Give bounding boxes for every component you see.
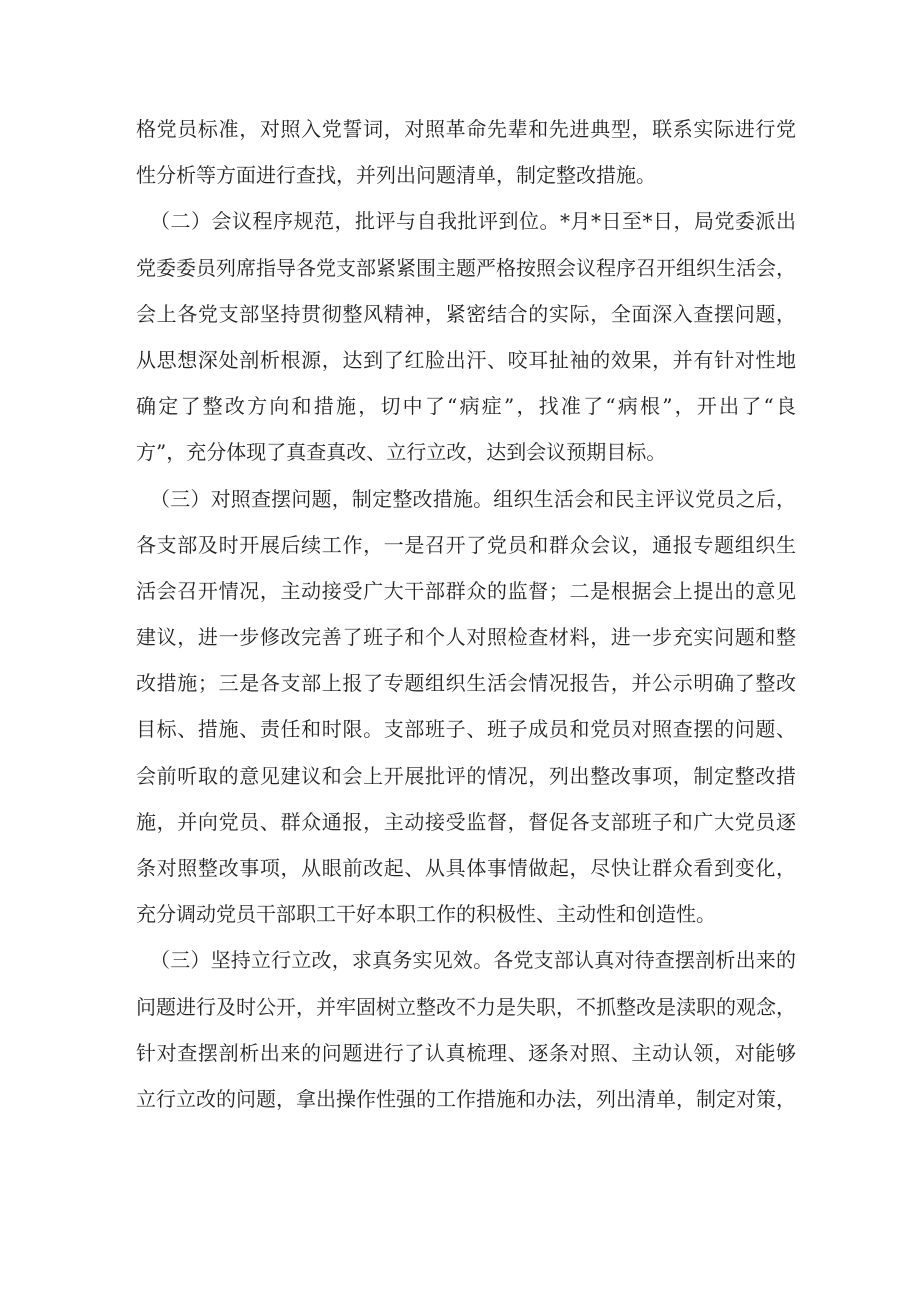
paragraph-meeting-procedure [136,198,796,475]
text-line: 施，并向党员、群众通报，主动接受监督，督促各支部班子和广大党员逐 [136,809,796,834]
text-line: 确定了整改方向和措施，切中了“病症”，找准了“病根”，开出了“良 [136,394,796,419]
text-line: 针对查摆剖析出来的问题进行了认真梳理、逐条对照、主动认领，对能够 [136,1040,796,1065]
text-line: 方”，充分体现了真查真改、立行立改，达到会议预期目标。 [136,440,667,465]
text-line: 充分调动党员干部职工干好本职工作的积极性、主动性和创造性。 [136,902,716,927]
text-line: 从思想深处剖析根源，达到了红脸出汗、咬耳扯袖的效果，并有针对性地 [136,347,796,372]
text-line: 会前听取的意见建议和会上开展批评的情况，列出整改事项，制定整改措 [136,763,796,788]
text-line: 条对照整改事项，从眼前改起、从具体事情做起，尽快让群众看到变化， [136,856,796,880]
text-line: 格党员标准，对照入党誓词，对照革命先辈和先进典型，联系实际进行党 [136,117,796,141]
text-line: （三）坚持立行立改，求真务实见效。各党支部认真对待查摆剖析出来的 [150,948,796,973]
text-line: 建议，进一步修改完善了班子和个人对照检查材料，进一步充实问题和整 [136,625,796,650]
text-line: 改措施；三是各支部上报了专题组织生活会情况报告，并公示明确了整改 [136,671,796,696]
text-line: 立行立改的问题，拿出操作性强的工作措施和办法，列出清单，制定对策， [136,1086,796,1111]
text-line: 问题进行及时公开，并牢固树立整改不力是失职，不抓整改是渎职的观念， [136,994,796,1019]
text-line: 目标、措施、责任和时限。支部班子、班子成员和党员对照查摆的问题、 [136,717,796,742]
text-line: 党委委员列席指导各党支部紧紧围主题严格按照会议程序召开组织生活会， [136,255,796,280]
text-line: 性分析等方面进行查找，并列出问题清单，制定整改措施。 [136,163,656,188]
paragraph-rectification-measures [136,476,796,938]
paragraph-party-standards [136,106,796,198]
text-line: 会上各党支部坚持贯彻整风精神，紧密结合的实际，全面深入查摆问题， [136,301,796,326]
text-line: 活会召开情况，主动接受广大干部群众的监督；二是根据会上提出的意见 [136,578,796,603]
paragraph-immediate-rectification [136,937,796,1122]
text-line: （二）会议程序规范，批评与自我批评到位。*月*日至*日，局党委派出 [150,209,796,234]
document-body [136,106,796,1122]
text-line: （三）对照查摆问题，制定整改措施。组织生活会和民主评议党员之后， [150,486,796,511]
text-line: 各支部及时开展后续工作，一是召开了党员和群众会议，通报专题组织生 [136,532,796,557]
